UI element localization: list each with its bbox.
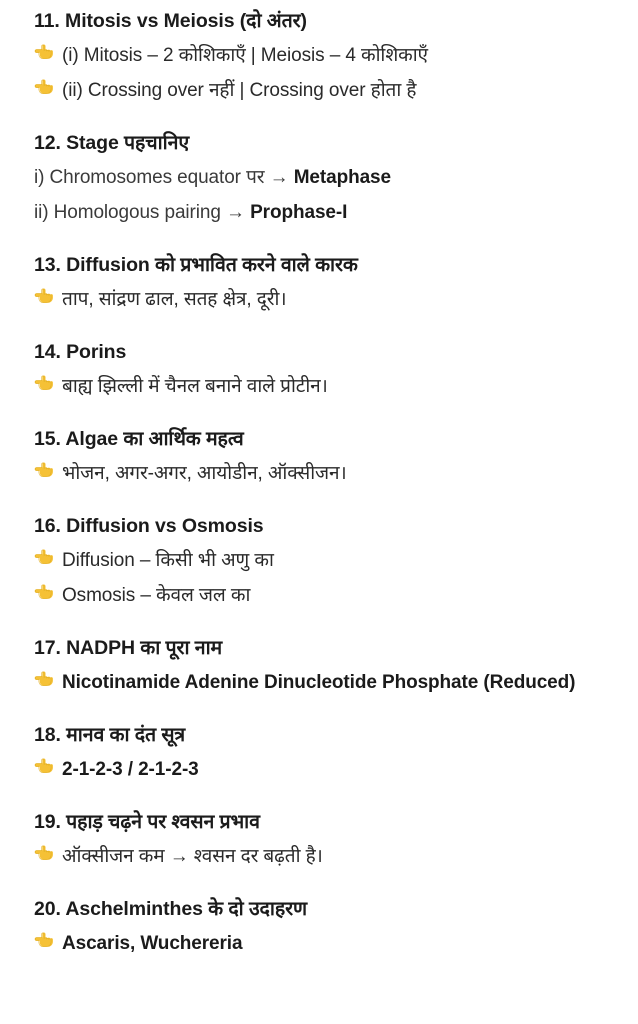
answer-text: ताप, सांद्रण ढाल, सतह क्षेत्र, दूरी। [62, 289, 287, 310]
pointing-right-hand-icon [34, 756, 61, 776]
answer-text: Diffusion – किसी भी अणु का [62, 550, 274, 571]
question-heading: 13. Diffusion को प्रभावित करने वाले कारक [34, 254, 358, 276]
qa-block [34, 894, 624, 959]
answer-line [34, 755, 624, 785]
pointing-right-hand-icon [34, 582, 61, 602]
pointing-right-hand-icon [34, 42, 61, 62]
pointing-right-hand-icon [34, 547, 61, 567]
answer-line [34, 668, 624, 698]
qa-block [34, 720, 624, 785]
pointing-right-hand-icon [34, 373, 61, 393]
question-heading: 17. NADPH का पूरा नाम [34, 637, 223, 659]
answer-line [34, 842, 624, 872]
answer-text: Nicotinamide Adenine Dinucleotide Phosphate (Reduced) [62, 672, 576, 693]
answer-line [34, 76, 624, 106]
qa-block [34, 807, 624, 872]
pointing-right-hand-icon [34, 669, 61, 689]
answer-text: ii) Homologous pairing → [34, 202, 251, 223]
question-heading: 12. Stage पहचानिए [34, 132, 190, 154]
qa-block [34, 424, 624, 489]
qa-block [34, 511, 624, 611]
answer-keyword: Metaphase [293, 167, 391, 188]
question-heading: 18. मानव का दंत सूत्र [34, 724, 186, 746]
question-heading: 16. Diffusion vs Osmosis [34, 515, 264, 537]
question-heading: 15. Algae का आर्थिक महत्व [34, 428, 244, 450]
qa-block [34, 250, 624, 315]
answer-line [34, 163, 624, 193]
question-heading: 11. Mitosis vs Meiosis (दो अंतर) [34, 10, 307, 32]
qa-block [34, 633, 624, 698]
answer-text: ऑक्सीजन कम → श्वसन दर बढ़ती है। [62, 846, 323, 867]
answer-text: i) Chromosomes equator पर → [34, 167, 294, 188]
pointing-right-hand-icon [34, 843, 61, 863]
answer-keyword: Prophase-I [250, 202, 348, 223]
question-heading: 20. Aschelminthes के दो उदाहरण [34, 898, 307, 920]
answer-line [34, 546, 624, 576]
answer-line [34, 372, 624, 402]
answer-text: (i) Mitosis – 2 कोशिकाएँ | Meiosis – 4 कोशिकाएँ [62, 45, 428, 66]
pointing-right-hand-icon [34, 930, 61, 950]
question-heading: 14. Porins [34, 341, 127, 363]
answer-text: Osmosis – केवल जल का [62, 585, 251, 606]
answer-text: बाह्य झिल्ली में चैनल बनाने वाले प्रोटीन। [62, 376, 328, 397]
answer-line [34, 285, 624, 315]
answer-text: (ii) Crossing over नहीं | Crossing over होता है [62, 80, 417, 101]
qa-block [34, 128, 624, 228]
answer-text: भोजन, अगर-अगर, आयोडीन, ऑक्सीजन। [62, 463, 347, 484]
answer-line [34, 459, 624, 489]
answer-line [34, 929, 624, 959]
question-heading: 19. पहाड़ चढ़ने पर श्वसन प्रभाव [34, 811, 260, 833]
pointing-right-hand-icon [34, 77, 61, 97]
answer-line [34, 41, 624, 71]
pointing-right-hand-icon [34, 286, 61, 306]
answer-line [34, 581, 624, 611]
qa-block [34, 337, 624, 402]
answer-text: Ascaris, Wuchereria [62, 933, 243, 954]
pointing-right-hand-icon [34, 460, 61, 480]
answer-line [34, 198, 624, 228]
answer-text: 2-1-2-3 / 2-1-2-3 [62, 759, 199, 780]
qa-block [34, 6, 624, 106]
